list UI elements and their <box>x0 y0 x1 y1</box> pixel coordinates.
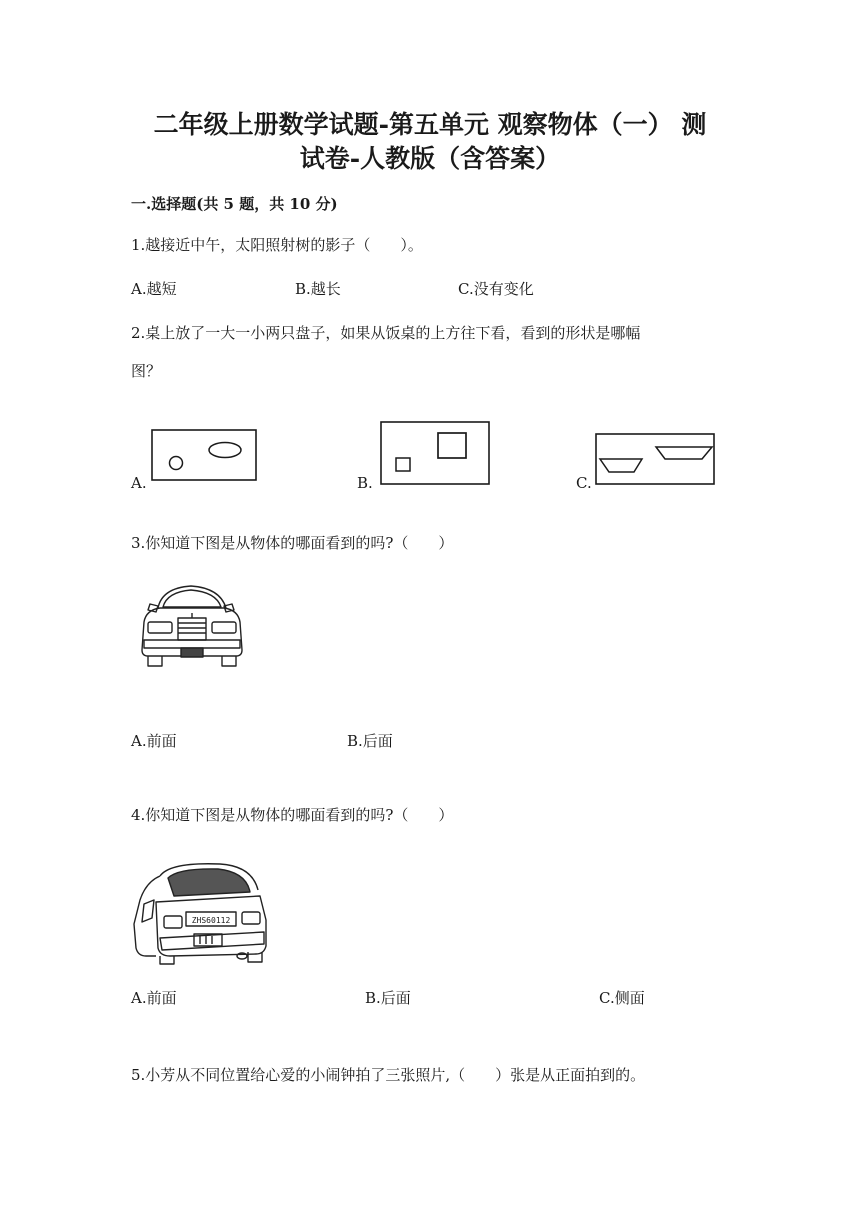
figure-a-small-plate <box>170 457 183 470</box>
question-2-option-b[interactable]: B. <box>357 474 373 492</box>
car-rear-view-image <box>130 860 270 968</box>
question-3-text: 3.你知道下图是从物体的哪面看到的吗?（ ） <box>131 534 454 552</box>
question-1-option-a[interactable]: A.越短 <box>131 280 177 298</box>
question-2-option-c[interactable]: C. <box>576 474 592 492</box>
figure-a-frame <box>152 430 256 480</box>
figure-a-large-plate <box>209 443 241 458</box>
question-2-text-line-1: 2.桌上放了一大一小两只盘子，如果从饭桌的上方往下看，看到的形状是哪幅 <box>131 324 641 342</box>
question-5-text: 5.小芳从不同位置给心爱的小闹钟拍了三张照片,（ ）张是从正面拍到的。 <box>131 1066 646 1084</box>
plates-figure-a[interactable] <box>150 428 260 484</box>
section-heading: 一.选择题(共 5 题，共 10 分) <box>131 195 338 213</box>
question-4-text: 4.你知道下图是从物体的哪面看到的吗?（ ） <box>131 806 454 824</box>
question-4-option-b[interactable]: B.后面 <box>365 989 411 1007</box>
figure-b-frame <box>381 422 489 484</box>
figure-c-small-plate <box>600 459 642 472</box>
plates-figure-c[interactable] <box>594 432 716 486</box>
plates-figure-b[interactable] <box>379 420 491 486</box>
car-front-view-image <box>136 582 246 670</box>
figure-b-large-plate <box>438 433 466 458</box>
page-title-line-1: 二年级上册数学试题-第五单元 观察物体（一） 测 <box>153 110 707 139</box>
question-2-option-a[interactable]: A. <box>131 474 147 492</box>
question-4-option-c[interactable]: C.侧面 <box>599 989 645 1007</box>
question-1-option-b[interactable]: B.越长 <box>295 280 341 298</box>
figure-c-large-plate <box>656 447 712 459</box>
question-3-option-b[interactable]: B.后面 <box>347 732 393 750</box>
license-plate-text: ZHS60112 <box>191 916 231 925</box>
question-1-text: 1.越接近中午，太阳照射树的影子（ ）。 <box>131 236 423 254</box>
question-3-option-a[interactable]: A.前面 <box>131 732 177 750</box>
question-1-option-c[interactable]: C.没有变化 <box>458 280 534 298</box>
figure-b-small-plate <box>396 458 410 471</box>
question-2-text-line-2: 图？ <box>131 362 162 380</box>
question-4-option-a[interactable]: A.前面 <box>131 989 177 1007</box>
page-title-line-2: 试卷-人教版（含答案） <box>299 144 561 173</box>
